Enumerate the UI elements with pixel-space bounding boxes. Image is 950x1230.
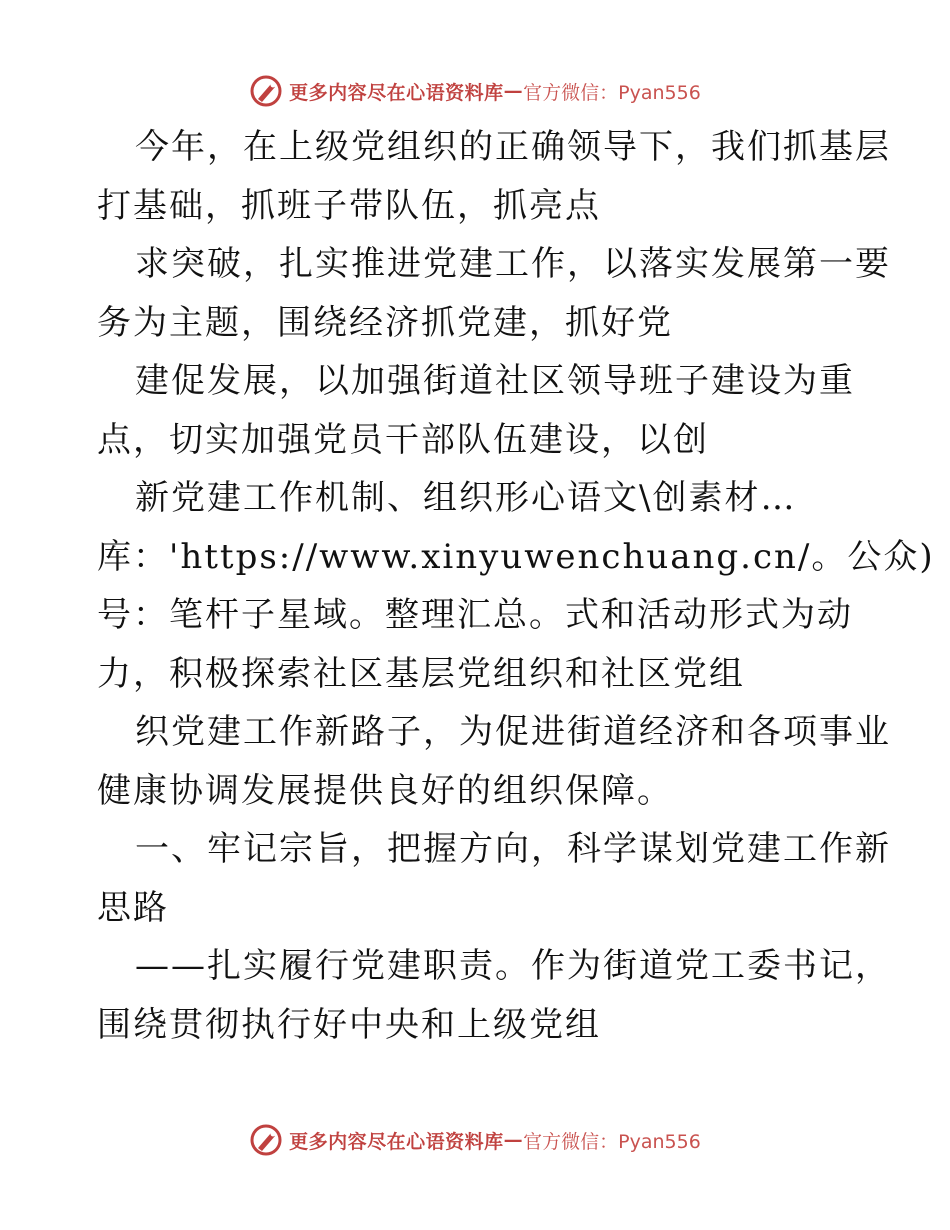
header-dash: — [503,80,524,102]
paragraph-line: ——扎实履行党建职责。作为街道党工委书记， [135,946,891,986]
footer-brand-text: 更多内容尽在心语资料库 [289,1130,504,1153]
paragraph-line: 务为主题，围绕经济抓党建，抓好党 [97,302,673,343]
paragraph-line: 织党建工作新路子，为促进街道经济和各项事业 [135,712,891,752]
section-heading-line: 思路 [97,887,169,928]
paragraph-line: 库：'https://www.xinyuwenchuang.cn/。公众) [97,536,935,577]
paragraph-line: 今年，在上级党组织的正确领导下，我们抓基层 [135,127,891,167]
header-brand-text: 更多内容尽在心语资料库 [289,81,504,104]
footer-wechat-text: 官方微信：Pyan556 [523,1130,701,1153]
paragraph-line: 点，切实加强党员干部队伍建设，以创 [97,419,709,460]
paragraph-line: 建促发展，以加强街道社区领导班子建设为重 [135,361,855,401]
pen-logo-icon [249,1123,283,1157]
paragraph-line: 求突破，扎实推进党建工作，以落实发展第一要 [135,244,891,284]
paragraph-line: 新党建工作机制、组织形心语文\创素材… [135,478,797,518]
header-wechat-text: 官方微信：Pyan556 [523,81,701,104]
paragraph-line: 健康协调发展提供良好的组织保障。 [97,770,673,811]
footer-dash: — [503,1129,524,1151]
paragraph-line: 号：笔杆子星域。整理汇总。式和活动形式为动 [97,595,853,635]
page-header-watermark [0,71,950,111]
pen-logo-icon [249,74,283,108]
paragraph-line: 力，积极探索社区基层党组织和社区党组 [97,653,745,694]
paragraph-line: 打基础，抓班子带队伍，抓亮点 [97,185,601,226]
paragraph-line: 围绕贯彻执行好中央和上级党组 [97,1004,601,1045]
page-footer-watermark [0,1120,950,1160]
section-heading-line: 一、牢记宗旨，把握方向，科学谋划党建工作新 [135,829,891,869]
document-body [97,118,935,1054]
